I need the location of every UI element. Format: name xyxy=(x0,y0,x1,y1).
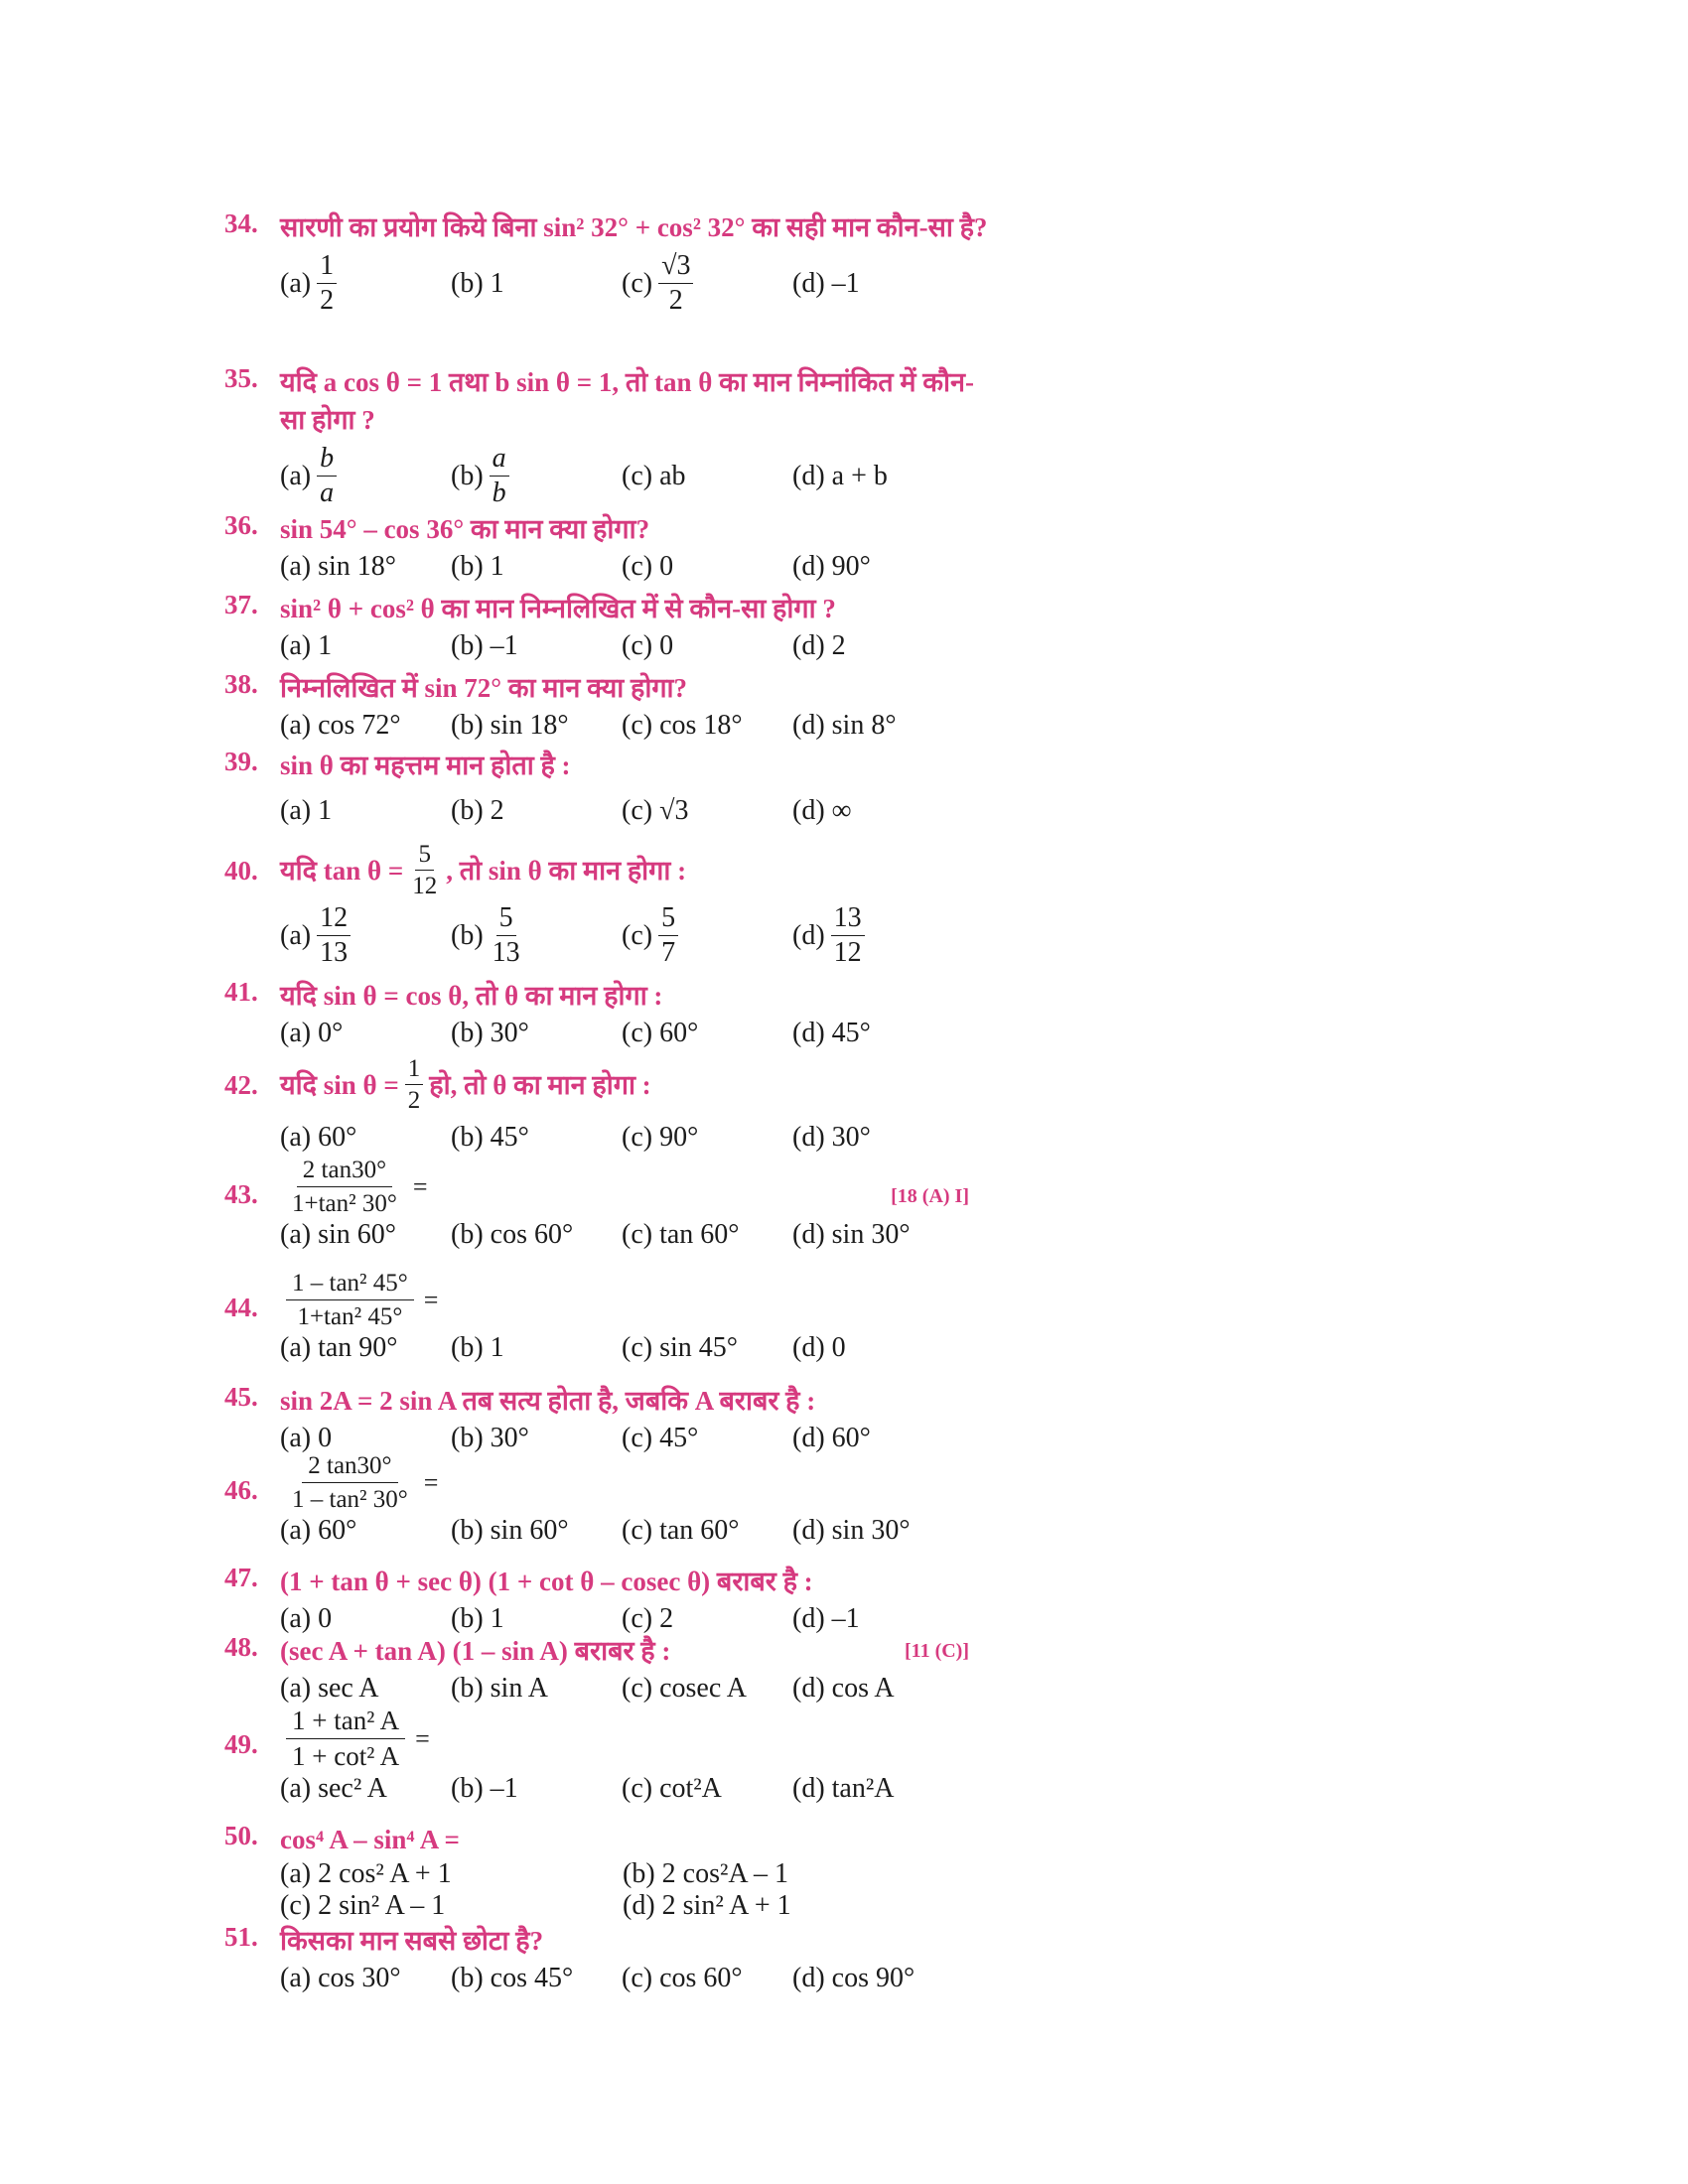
question-number: 34. xyxy=(224,208,258,238)
option-a: (a) 1 xyxy=(280,630,333,661)
question-number: 41. xyxy=(224,977,258,1007)
option-b: (b) 30° xyxy=(451,1423,529,1453)
question-number: 40. xyxy=(224,856,258,886)
option-a: (a) 2 cos² A + 1 xyxy=(280,1858,452,1889)
option-d: (d) 60° xyxy=(792,1423,871,1453)
question-38 xyxy=(224,669,989,745)
option-d: (d) 45° xyxy=(792,1018,871,1048)
option-d: (d) sin 30° xyxy=(792,1219,911,1250)
option-a: (a) 60° xyxy=(280,1515,357,1546)
option-b: (b) 1 xyxy=(451,267,504,299)
question-51 xyxy=(224,1922,989,1997)
option-d: (d) –1 xyxy=(792,1603,860,1634)
question-text: cos⁴ A – sin⁴ A = xyxy=(280,1825,460,1854)
option-c: (c) cos 18° xyxy=(622,710,743,741)
question-number: 47. xyxy=(224,1563,258,1592)
option-b: (b) 2 xyxy=(451,795,504,826)
option-b: (b) 1 xyxy=(451,1332,504,1363)
option-b: (b) $\frac{a}{b}$ xyxy=(451,445,622,507)
option-d: (d) tan²A xyxy=(792,1773,895,1804)
question-40 xyxy=(224,842,989,967)
question-35 xyxy=(224,363,989,507)
question-number: 45. xyxy=(224,1382,258,1412)
option-d: (d) ∞ xyxy=(792,795,852,826)
question-number: 48. xyxy=(224,1632,258,1662)
option-a: (a) 0° xyxy=(280,1018,344,1048)
option-d: (d) 30° xyxy=(792,1122,871,1153)
option-d: (d) $\frac{13}{12}$ xyxy=(792,904,963,967)
option-c: (c) 60° xyxy=(622,1018,699,1048)
option-c: (c) 0 xyxy=(622,630,674,661)
option-a: (a) $\frac{12}{13}$ xyxy=(280,904,451,967)
option-a: (a) 60° xyxy=(280,1122,357,1153)
question-expression: $\frac{\text{1 + tan² A}}{\text{1 + cot² A}}$ = xyxy=(280,1707,989,1770)
question-number: 50. xyxy=(224,1821,258,1850)
question-number: 38. xyxy=(224,669,258,699)
question-42 xyxy=(224,1056,989,1157)
option-a: (a) $\frac{b}{a}$ xyxy=(280,445,451,507)
option-d: (d) cos A xyxy=(792,1673,895,1704)
option-a: (a) $\frac{1}{2}$ xyxy=(280,252,451,315)
question-expression: $\frac{2 \tan 30^\circ}{\text{1 – tan² 30°}}$ = xyxy=(292,1452,439,1513)
option-a: (a) sin 60° xyxy=(280,1219,396,1250)
reference-tag: [11 (C)] xyxy=(905,1640,969,1662)
option-b: (b) 1 xyxy=(451,551,504,582)
option-b: (b) 30° xyxy=(451,1018,529,1048)
option-b: (b) sin 60° xyxy=(451,1515,569,1546)
question-47 xyxy=(224,1563,989,1638)
option-a: (a) sec² A xyxy=(280,1773,387,1804)
option-b: (b) 45° xyxy=(451,1122,529,1153)
reference-tag: [18 (A) I] xyxy=(891,1185,969,1207)
question-text: किसका मान सबसे छोटा है? xyxy=(280,1926,544,1956)
question-41 xyxy=(224,977,989,1052)
option-c: (c) sin 45° xyxy=(622,1332,738,1363)
option-d: (d) cos 90° xyxy=(792,1963,915,1993)
option-d: (d) 90° xyxy=(792,551,871,582)
question-text: (sec A + tan A) (1 – sin A) बराबर है : xyxy=(280,1636,671,1666)
option-a: (a) cos 72° xyxy=(280,710,401,741)
question-number: 36. xyxy=(224,510,258,540)
option-c: (c) √3 xyxy=(622,795,689,826)
option-c: (c) tan 60° xyxy=(622,1515,740,1546)
option-a: (a) sin 18° xyxy=(280,551,396,582)
option-b: (b) 2 cos²A – 1 xyxy=(623,1858,789,1889)
option-b: (b) sin A xyxy=(451,1673,548,1704)
question-50 xyxy=(224,1821,989,1922)
question-number: 51. xyxy=(224,1922,258,1952)
question-text: यदि tan θ = $\frac{5}{12}$ , तो sin θ का मान होगा : xyxy=(280,841,687,899)
question-number: 44. xyxy=(224,1293,258,1322)
option-c: (c) 90° xyxy=(622,1122,699,1153)
option-c: (c) ab xyxy=(622,460,686,491)
question-text: sin 2A = 2 sin A तब सत्य होता है, जबकि A बराबर है : xyxy=(280,1386,816,1416)
question-36 xyxy=(224,510,989,586)
question-46 xyxy=(224,1453,989,1550)
option-c: (c) tan 60° xyxy=(622,1219,740,1250)
question-number: 35. xyxy=(224,363,258,393)
option-c: (c) $\frac{√3}{2}$ xyxy=(622,252,792,315)
option-b: (b) –1 xyxy=(451,630,518,661)
option-a: (a) 0 xyxy=(280,1603,333,1634)
question-number: 37. xyxy=(224,590,258,619)
question-text: सारणी का प्रयोग किये बिना sin² 32° + cos² 32° का सही मान कौन-सा है? xyxy=(280,212,988,242)
option-a: (a) cos 30° xyxy=(280,1963,401,1993)
question-text: यदि sin θ = cos θ, तो θ का मान होगा : xyxy=(280,981,663,1011)
question-37 xyxy=(224,590,989,665)
option-a: (a) 0 xyxy=(280,1423,333,1453)
question-number: 39. xyxy=(224,747,258,776)
option-d: (d) sin 30° xyxy=(792,1515,911,1546)
question-number: 42. xyxy=(224,1070,258,1100)
option-a: (a) sec A xyxy=(280,1673,379,1704)
question-number: 43. xyxy=(224,1179,258,1209)
option-c: (c) 0 xyxy=(622,551,674,582)
option-b: (b) 1 xyxy=(451,1603,504,1634)
option-d: (d) 0 xyxy=(792,1332,846,1363)
question-text: sin 54° – cos 36° का मान क्या होगा? xyxy=(280,514,650,544)
question-expression: $\frac{2 \tan 30^\circ}{\text{1+tan² 30°}}$ = xyxy=(292,1157,428,1217)
option-b: (b) cos 60° xyxy=(451,1219,574,1250)
option-b: (b) sin 18° xyxy=(451,710,569,741)
option-d: (d) sin 8° xyxy=(792,710,897,741)
option-c: (c) 2 sin² A – 1 xyxy=(280,1890,446,1921)
question-text: निम्नलिखित में sin 72° का मान क्या होगा? xyxy=(280,673,688,703)
option-d: (d) –1 xyxy=(792,267,860,299)
option-c: (c) 45° xyxy=(622,1423,699,1453)
question-number: 46. xyxy=(224,1475,258,1505)
option-c: (c) 2 xyxy=(622,1603,674,1634)
question-number: 49. xyxy=(224,1729,258,1759)
question-45 xyxy=(224,1382,989,1457)
question-43 xyxy=(224,1158,989,1254)
question-49 xyxy=(224,1707,989,1808)
option-b: (b) cos 45° xyxy=(451,1963,574,1993)
question-expression: $\frac{\text{1 – tan² 45°}}{\text{1+tan² 45°}}$ = xyxy=(280,1271,989,1329)
option-c: (c) $\frac{5}{7}$ xyxy=(622,904,792,967)
option-b: (b) $\frac{5}{13}$ xyxy=(451,902,520,968)
option-a: (a) tan 90° xyxy=(280,1332,398,1363)
question-text: (1 + tan θ + sec θ) (1 + cot θ – cosec θ) बराबर है : xyxy=(280,1567,813,1596)
option-d: (d) 2 sin² A + 1 xyxy=(623,1890,791,1921)
question-44 xyxy=(224,1271,989,1367)
option-b: (b) –1 xyxy=(451,1773,518,1804)
option-c: (c) cosec A xyxy=(622,1673,747,1704)
question-text: यदि a cos θ = 1 तथा b sin θ = 1, तो tan θ का मान निम्नांकित में कौन-सा होगा ? xyxy=(280,367,974,435)
question-48 xyxy=(224,1632,989,1707)
question-text: यदि sin θ = $\frac{1}{2}$ हो, तो θ का मान होगा : xyxy=(280,1055,651,1114)
option-d: (d) 2 xyxy=(792,630,846,661)
option-c: (c) cot²A xyxy=(622,1773,722,1804)
option-d: (d) a + b xyxy=(792,460,888,491)
question-34 xyxy=(224,208,989,315)
question-text: sin θ का महत्तम मान होता है : xyxy=(280,751,571,780)
question-text: sin² θ + cos² θ का मान निम्नलिखित में से कौन-सा होगा ? xyxy=(280,594,836,623)
question-39 xyxy=(224,747,989,830)
option-a: (a) 1 xyxy=(280,795,333,826)
option-c: (c) cos 60° xyxy=(622,1963,743,1993)
